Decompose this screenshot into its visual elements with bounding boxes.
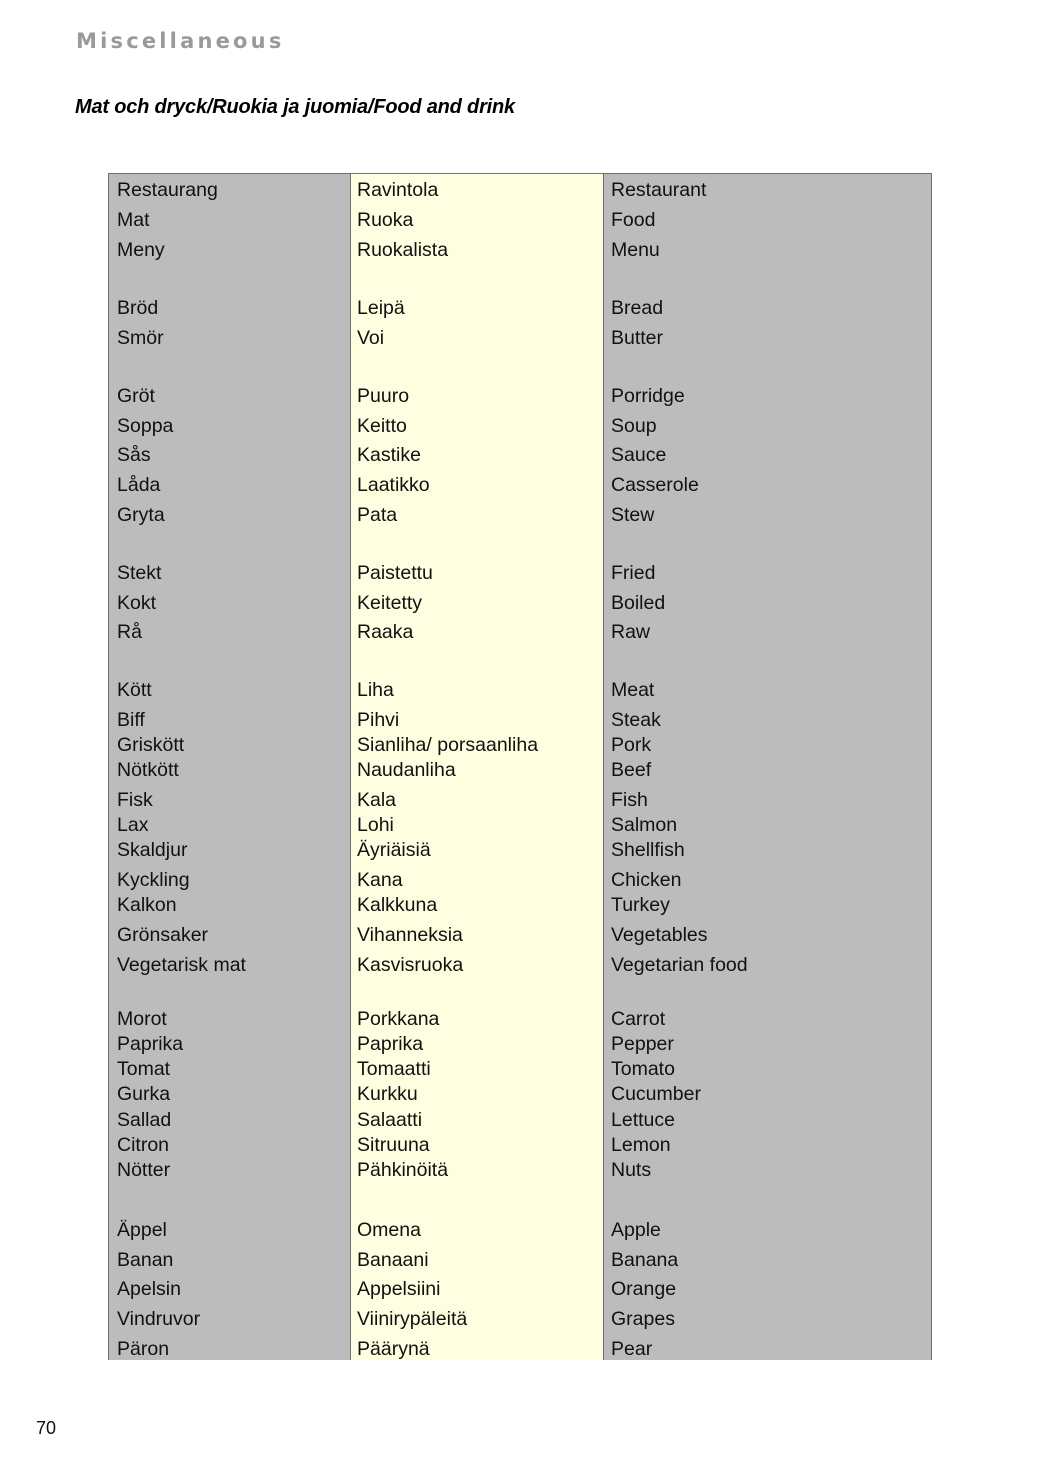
english-word: Banana (611, 1249, 679, 1271)
finnish-word: Ruokalista (357, 239, 449, 261)
finnish-word: Kalkkuna (357, 894, 438, 916)
english-word: Apple (611, 1219, 661, 1241)
swedish-word: Sallad (117, 1109, 172, 1131)
finnish-word: Kasvisruoka (357, 954, 464, 976)
finnish-word: Sitruuna (357, 1134, 430, 1156)
swedish-column (109, 174, 350, 1360)
english-word: Vegetables (611, 924, 708, 946)
finnish-word: Porkkana (357, 1008, 440, 1030)
swedish-word: Lax (117, 814, 149, 836)
swedish-word: Äppel (117, 1219, 167, 1241)
swedish-word: Gröt (117, 385, 155, 407)
english-word: Tomato (611, 1058, 675, 1080)
finnish-word: Salaatti (357, 1109, 423, 1131)
finnish-word: Leipä (357, 297, 405, 319)
english-word: Turkey (611, 894, 670, 916)
finnish-word: Sianliha/ porsaanliha (357, 734, 539, 756)
finnish-word: Kala (357, 789, 397, 811)
english-word: Steak (611, 709, 661, 731)
swedish-word: Päron (117, 1338, 170, 1360)
finnish-column (350, 174, 604, 1360)
english-word: Vegetarian food (611, 954, 748, 976)
swedish-word: Gryta (117, 504, 165, 526)
vocabulary-table (108, 173, 932, 1360)
finnish-word: Keitto (357, 415, 407, 437)
english-word: Nuts (611, 1159, 652, 1181)
english-word: Orange (611, 1278, 677, 1300)
swedish-word: Biff (117, 709, 145, 731)
finnish-word: Pata (357, 504, 398, 526)
finnish-word: Omena (357, 1219, 421, 1241)
english-word: Pear (611, 1338, 653, 1360)
english-word: Fried (611, 562, 656, 584)
finnish-word: Keitetty (357, 592, 423, 614)
english-word: Shellfish (611, 839, 685, 861)
swedish-word: Rå (117, 621, 142, 643)
english-word: Beef (611, 759, 652, 781)
swedish-word: Banan (117, 1249, 174, 1271)
english-word: Lettuce (611, 1109, 675, 1131)
swedish-word: Mat (117, 209, 150, 231)
english-word: Menu (611, 239, 660, 261)
finnish-word: Äyriäisiä (357, 839, 431, 861)
swedish-word: Skaldjur (117, 839, 188, 861)
english-word: Lemon (611, 1134, 671, 1156)
finnish-word: Appelsiini (357, 1278, 441, 1300)
finnish-word: Kana (357, 869, 403, 891)
english-word: Soup (611, 415, 657, 437)
finnish-word: Pähkinöitä (357, 1159, 449, 1181)
swedish-word: Meny (117, 239, 165, 261)
finnish-word: Paprika (357, 1033, 424, 1055)
finnish-word: Puuro (357, 385, 410, 407)
swedish-word: Vindruvor (117, 1308, 201, 1330)
english-column (604, 174, 931, 1360)
finnish-word: Laatikko (357, 474, 430, 496)
english-word: Pepper (611, 1033, 674, 1055)
english-word: Salmon (611, 814, 678, 836)
english-word: Restaurant (611, 179, 707, 201)
swedish-word: Tomat (117, 1058, 171, 1080)
english-word: Meat (611, 679, 655, 701)
section-label: Miscellaneous (76, 29, 285, 53)
english-word: Carrot (611, 1008, 666, 1030)
swedish-word: Låda (117, 474, 161, 496)
page-number: 70 (36, 1418, 57, 1438)
swedish-word: Morot (117, 1008, 167, 1030)
swedish-word: Soppa (117, 415, 174, 437)
swedish-word: Grönsaker (117, 924, 209, 946)
swedish-word: Kalkon (117, 894, 177, 916)
finnish-word: Kastike (357, 444, 421, 466)
english-word: Butter (611, 327, 664, 349)
swedish-word: Kött (117, 679, 152, 701)
page-heading: Mat och dryck/Ruokia ja juomia/Food and drink (75, 96, 515, 118)
swedish-word: Griskött (117, 734, 185, 756)
swedish-word: Kyckling (117, 869, 190, 891)
swedish-word: Paprika (117, 1033, 184, 1055)
finnish-word: Raaka (357, 621, 414, 643)
finnish-word: Liha (357, 679, 394, 701)
english-word: Grapes (611, 1308, 675, 1330)
finnish-word: Ruoka (357, 209, 414, 231)
finnish-word: Pihvi (357, 709, 400, 731)
finnish-word: Voi (357, 327, 385, 349)
swedish-word: Apelsin (117, 1278, 181, 1300)
swedish-word: Nötter (117, 1159, 171, 1181)
english-word: Food (611, 209, 656, 231)
swedish-word: Bröd (117, 297, 159, 319)
finnish-word: Tomaatti (357, 1058, 431, 1080)
swedish-word: Restaurang (117, 179, 218, 201)
finnish-word: Vihanneksia (357, 924, 463, 946)
swedish-word: Smör (117, 327, 164, 349)
english-word: Sauce (611, 444, 667, 466)
english-word: Fish (611, 789, 648, 811)
finnish-word: Lohi (357, 814, 394, 836)
finnish-word: Viinirypäleitä (357, 1308, 468, 1330)
english-word: Stew (611, 504, 655, 526)
english-word: Porridge (611, 385, 685, 407)
swedish-word: Nötkött (117, 759, 179, 781)
finnish-word: Ravintola (357, 179, 439, 201)
english-word: Casserole (611, 474, 699, 496)
swedish-word: Gurka (117, 1083, 171, 1105)
swedish-word: Citron (117, 1134, 170, 1156)
english-word: Raw (611, 621, 651, 643)
swedish-word: Stekt (117, 562, 162, 584)
finnish-word: Banaani (357, 1249, 429, 1271)
swedish-word: Fisk (117, 789, 153, 811)
swedish-word: Vegetarisk mat (117, 954, 246, 976)
english-word: Bread (611, 297, 664, 319)
swedish-word: Kokt (117, 592, 157, 614)
finnish-word: Kurkku (357, 1083, 418, 1105)
finnish-word: Naudanliha (357, 759, 456, 781)
english-word: Boiled (611, 592, 666, 614)
english-word: Chicken (611, 869, 682, 891)
finnish-word: Päärynä (357, 1338, 430, 1360)
english-word: Cucumber (611, 1083, 701, 1105)
finnish-word: Paistettu (357, 562, 433, 584)
english-word: Pork (611, 734, 652, 756)
swedish-word: Sås (117, 444, 151, 466)
